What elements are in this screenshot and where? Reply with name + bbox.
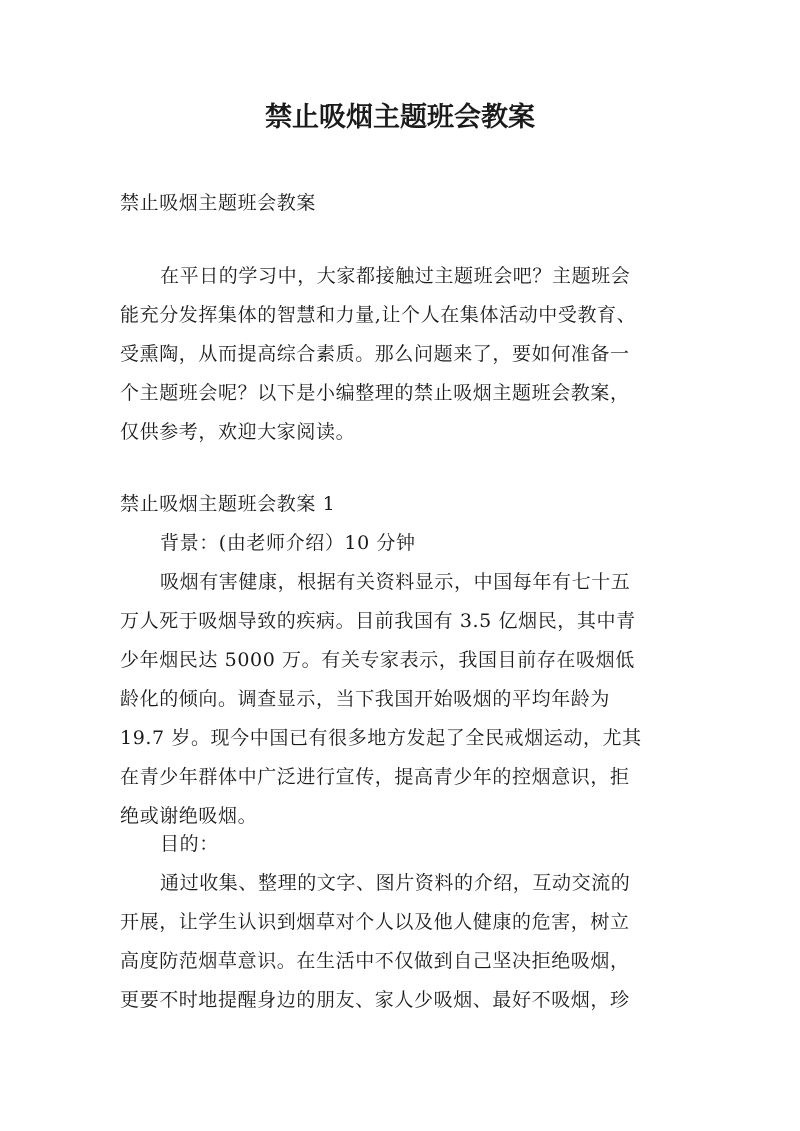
purpose-paragraph-line: 通过收集、整理的文字、图片资料的介绍，互动交流的 <box>160 872 631 894</box>
intro-paragraph-line: 受熏陶，从而提高综合素质。那么问题来了，要如何准备一 <box>120 343 630 365</box>
background-paragraph-line: 绝或谢绝吸烟。 <box>120 805 258 827</box>
intro-paragraph-line: 能充分发挥集体的智慧和力量,让个人在集体活动中受教育、 <box>120 304 637 326</box>
background-paragraph-line: 吸烟有害健康，根据有关资料显示，中国每年有七十五 <box>160 571 631 593</box>
background-heading: 背景：(由老师介绍）10 分钟 <box>160 532 416 554</box>
section-heading: 禁止吸烟主题班会教案 1 <box>120 493 336 515</box>
background-paragraph-line: 少年烟民达 5000 万。有关专家表示，我国目前存在吸烟低 <box>120 649 635 671</box>
intro-paragraph-line: 个主题班会呢？以下是小编整理的禁止吸烟主题班会教案， <box>120 382 630 404</box>
purpose-paragraph-line: 高度防范烟草意识。在生活中不仅做到自己坚决拒绝吸烟， <box>120 950 630 972</box>
background-paragraph-line: 万人死于吸烟导致的疾病。目前我国有 3.5 亿烟民，其中青 <box>120 610 636 632</box>
purpose-heading: 目的： <box>160 833 219 855</box>
subtitle-line: 禁止吸烟主题班会教案 <box>120 192 317 214</box>
background-paragraph-line: 在青少年群体中广泛进行宣传，提高青少年的控烟意识，拒 <box>120 766 630 788</box>
intro-paragraph-line: 在平日的学习中，大家都接触过主题班会吧？主题班会 <box>160 265 631 287</box>
purpose-paragraph-line: 开展，让学生认识到烟草对个人以及他人健康的危害，树立 <box>120 911 630 933</box>
document-title: 禁止吸烟主题班会教案 <box>265 102 535 133</box>
background-paragraph-line: 19.7 岁。现今中国已有很多地方发起了全民戒烟运动，尤其 <box>120 727 642 749</box>
intro-paragraph-line: 仅供参考，欢迎大家阅读。 <box>120 421 356 443</box>
background-paragraph-line: 龄化的倾向。调查显示，当下我国开始吸烟的平均年龄为 <box>120 688 611 710</box>
purpose-paragraph-line: 更要不时地提醒身边的朋友、家人少吸烟、最好不吸烟，珍 <box>120 989 630 1011</box>
